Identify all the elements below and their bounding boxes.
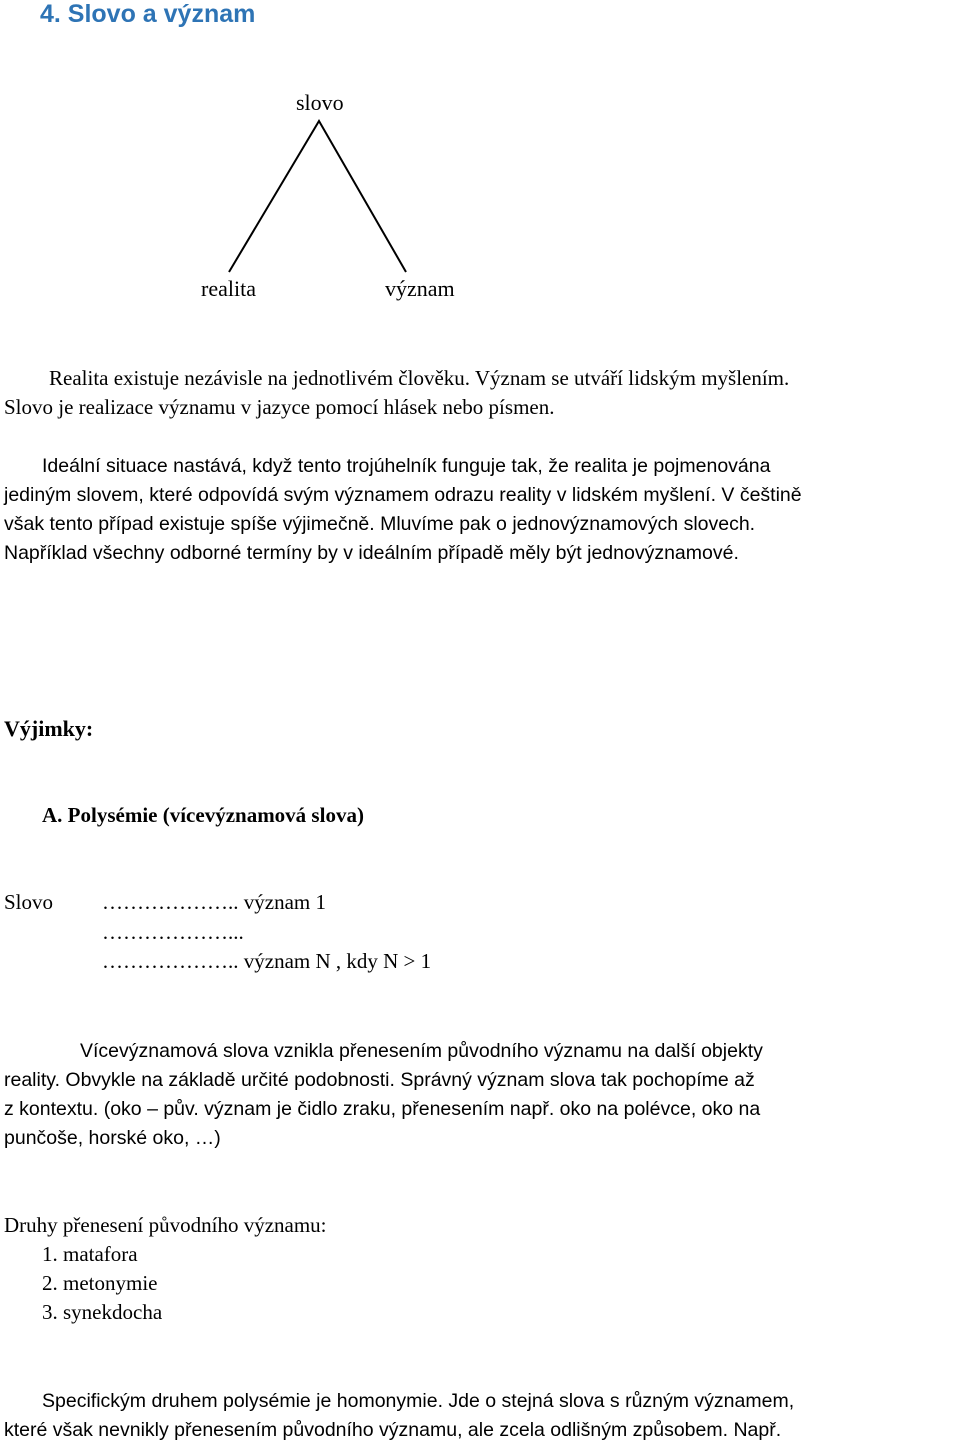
scheme-word: Slovo (4, 890, 54, 914)
ideal-line: však tento případ existuje spíše výjimečně. Mluvíme pak o jednovýznamových slovech. (4, 513, 756, 535)
scheme-row: ……………….. význam 1 (102, 890, 326, 914)
ideal-line: Například všechny odborné termíny by v ideálním případě měly být jednovýznamové. (4, 542, 739, 564)
ideal-paragraph (4, 452, 802, 568)
triangle-label-realita: realita (201, 276, 256, 301)
triangle-label-slovo: slovo (296, 90, 344, 115)
polysemy-line: Vícevýznamová slova vznikla přenesením původního významu na další objekty (80, 1040, 763, 1062)
section-a-heading: A. Polysémie (vícevýznamová slova) (42, 803, 364, 827)
polysemy-line: punčoše, horské oko, …) (4, 1127, 221, 1149)
intro-line: Realita existuje nezávisle na jednotlivém člověku. Význam se utváří lidským myšlením. (49, 366, 790, 390)
scheme-row: ………………... (102, 920, 244, 944)
polysemy-line: z kontextu. (oko – pův. význam je čidlo zraku, přenesením např. oko na polévce, oko na (4, 1098, 761, 1120)
intro-paragraph (4, 364, 789, 422)
homonymy-paragraph (4, 1387, 794, 1445)
polysemy-paragraph (4, 1037, 763, 1153)
list-item: 3. synekdocha (42, 1300, 163, 1324)
triangle-shape (0, 0, 960, 320)
transfer-list (4, 1240, 327, 1327)
list-item: 1. matafora (42, 1242, 138, 1266)
exceptions-heading: Výjimky: (4, 716, 94, 741)
homonymy-line: které však nevnikly přenesením původního významu, ale zcela odlišným způsobem. Např. (4, 1419, 782, 1441)
list-item: 2. metonymie (42, 1271, 158, 1295)
page-title: 4. Slovo a význam (40, 0, 256, 28)
homonymy-line: Specifickým druhem polysémie je homonymie. Jde o stejná slova s různým významem, (42, 1390, 795, 1412)
intro-line: Slovo je realizace významu v jazyce pomocí hlásek nebo písmen. (4, 395, 555, 419)
ideal-line: jediným slovem, které odpovídá svým významem odrazu reality v lidském myšlení. V češtině (4, 484, 802, 506)
transfer-title: Druhy přenesení původního významu: (4, 1213, 327, 1237)
scheme-row: ……………….. význam N , kdy N > 1 (102, 949, 432, 973)
polysemy-line: reality. Obvykle na základě určité podobnosti. Správný význam slova tak pochopíme až (4, 1069, 755, 1091)
triangle-label-vyznam: význam (385, 276, 455, 301)
transfer-section (4, 1211, 327, 1327)
ideal-line: Ideální situace nastává, když tento trojúhelník funguje tak, že realita je pojmenována (42, 455, 771, 477)
